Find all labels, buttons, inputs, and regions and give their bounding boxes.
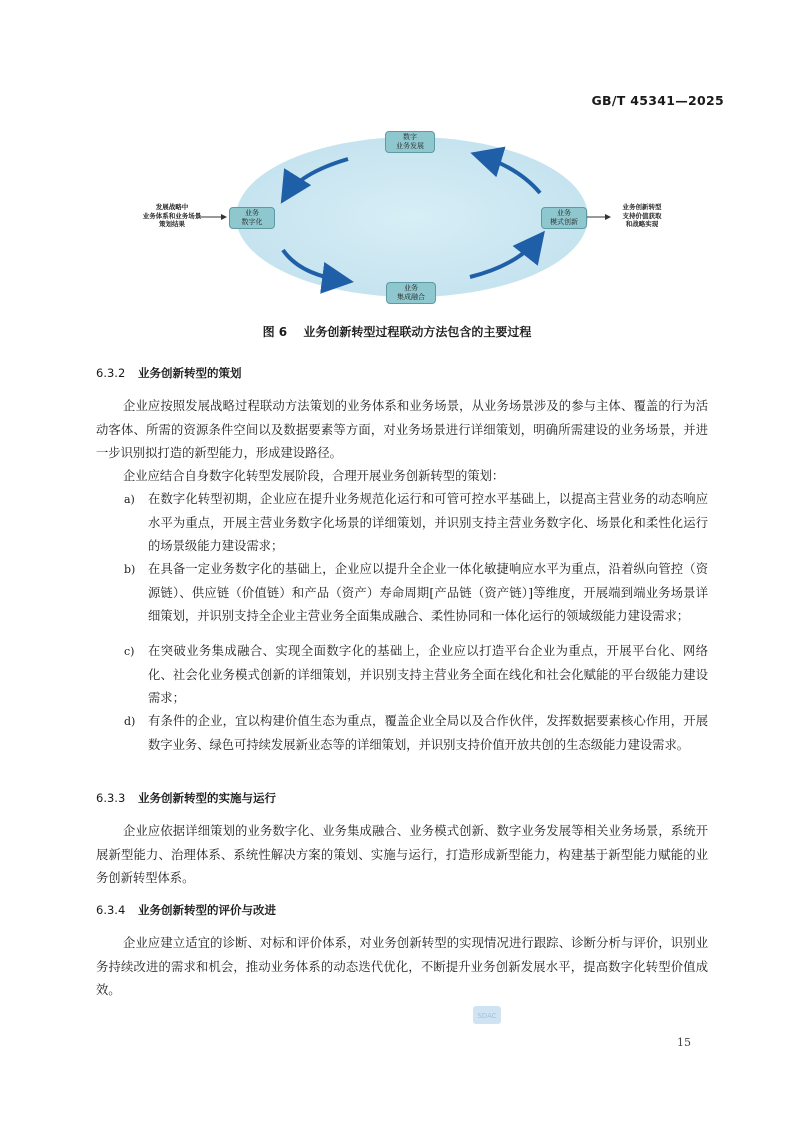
list-item-a — [96, 488, 708, 559]
section-heading-6-3-2 — [96, 365, 242, 381]
section-title: 业务创新转型的实施与运行 — [138, 791, 276, 805]
section-heading-6-3-4 — [96, 902, 276, 918]
node-business-integration — [386, 282, 436, 304]
list-label: b) — [124, 563, 136, 576]
output-label — [612, 203, 672, 229]
process-diagram — [0, 125, 794, 315]
list-item-c — [96, 640, 708, 711]
list-text: 有条件的企业，宜以构建价值生态为重点，覆盖企业全局以及合作伙伴，发挥数据要素核心作用，开展数字业务、绿色可持续发展新业态等的详细策划，并识别支持价值开放共创的生态级能力建设需求。 — [148, 714, 708, 752]
page-number: 15 — [677, 1036, 691, 1049]
list-text: 在突破业务集成融合、实现全面数字化的基础上，企业应以打造平台企业为重点，开展平台化、网络化、社会化业务模式创新的详细策划，并识别支持主营业务全面在线化和社会化赋能的平台级能力建设需求； — [148, 644, 708, 705]
list-item-b — [96, 558, 708, 629]
list-label: d) — [124, 715, 136, 728]
section-heading-6-3-3 — [96, 790, 276, 806]
section-number: 6.3.4 — [96, 903, 126, 917]
node-bottom-line2: 集成融合 — [397, 293, 425, 301]
paragraph: 企业应建立适宜的诊断、对标和评价体系，对业务创新转型的实现情况进行跟踪、诊断分析与评价，识别业务持续改进的需求和机会，推动业务体系的动态迭代优化，不断提升业务创新发展水平，提高数字化转型价值成效。 — [96, 936, 708, 997]
input-line1: 发展战略中 — [155, 203, 189, 211]
input-line3: 策划结果 — [159, 220, 185, 228]
output-line3: 和战略实现 — [625, 220, 659, 228]
output-line1: 业务创新转型 — [622, 203, 662, 211]
node-top-line2: 业务发展 — [396, 142, 424, 150]
figure-title: 业务创新转型过程联动方法包含的主要过程 — [303, 325, 532, 339]
watermark-logo — [472, 1004, 502, 1026]
node-business-model-innovation — [541, 207, 587, 229]
node-top-line1: 数字 — [403, 133, 417, 141]
paragraph: 企业应依据详细策划的业务数字化、业务集成融合、业务模式创新、数字业务发展等相关业务场景，系统开展新型能力、治理体系、系统性解决方案的策划、实施与运行，打造形成新型能力，构建基于新型能力赋能的业务创新转型体系。 — [96, 824, 708, 885]
list-text: 在数字化转型初期，企业应在提升业务规范化运行和可管可控水平基础上，以提高主营业务的动态响应水平为重点，开展主营业务数字化场景的详细策划，并识别支持主营业务数字化、场景化和柔性化运行的场景级能力建设需求； — [148, 492, 708, 553]
figure-caption — [0, 323, 794, 340]
watermark-text: SDAC — [477, 1012, 497, 1020]
node-right-line2: 模式创新 — [550, 218, 578, 226]
node-business-digitalization — [229, 207, 275, 229]
section-title: 业务创新转型的策划 — [138, 366, 242, 380]
list-item-d — [96, 710, 708, 757]
list-text: 在具备一定业务数字化的基础上，企业应以提升全企业一体化敏捷响应水平为重点，沿着纵向管控（资源链）、供应链（价值链）和产品（资产）寿命周期[产品链（资产链）]等维度，开展端到端业务场景详细策划，并识别支持全企业主营业务全面集成融合、柔性协同和一体化运行的领域级能力建设需求； — [148, 562, 708, 623]
list-label: a) — [124, 493, 135, 506]
paragraph: 企业应按照发展战略过程联动方法策划的业务体系和业务场景，从业务场景涉及的参与主体、覆盖的行为活动客体、所需的资源条件空间以及数据要素等方面，对业务场景进行详细策划，明确所需建设的业务场景，并进一步识别拟打造的新型能力，形成建设路径。 — [96, 399, 708, 460]
paragraph: 企业应结合自身数字化转型发展阶段，合理开展业务创新转型的策划： — [123, 469, 505, 483]
node-left-line2: 数字化 — [241, 218, 263, 226]
node-left-line1: 业务 — [245, 209, 259, 217]
section-title: 业务创新转型的评价与改进 — [138, 903, 276, 917]
node-digital-business — [385, 131, 435, 153]
section-number: 6.3.2 — [96, 366, 126, 380]
node-right-line1: 业务 — [557, 209, 571, 217]
input-line2: 业务体系和业务场景 — [142, 211, 202, 220]
standard-code: GB/T 45341—2025 — [591, 93, 724, 108]
figure-number: 图 6 — [262, 325, 288, 339]
output-line2: 支持价值获取 — [622, 211, 662, 220]
section-number: 6.3.3 — [96, 791, 126, 805]
input-label — [142, 203, 202, 229]
list-label: c) — [124, 645, 135, 658]
node-bottom-line1: 业务 — [404, 284, 418, 292]
cycle-ellipse — [236, 137, 588, 297]
